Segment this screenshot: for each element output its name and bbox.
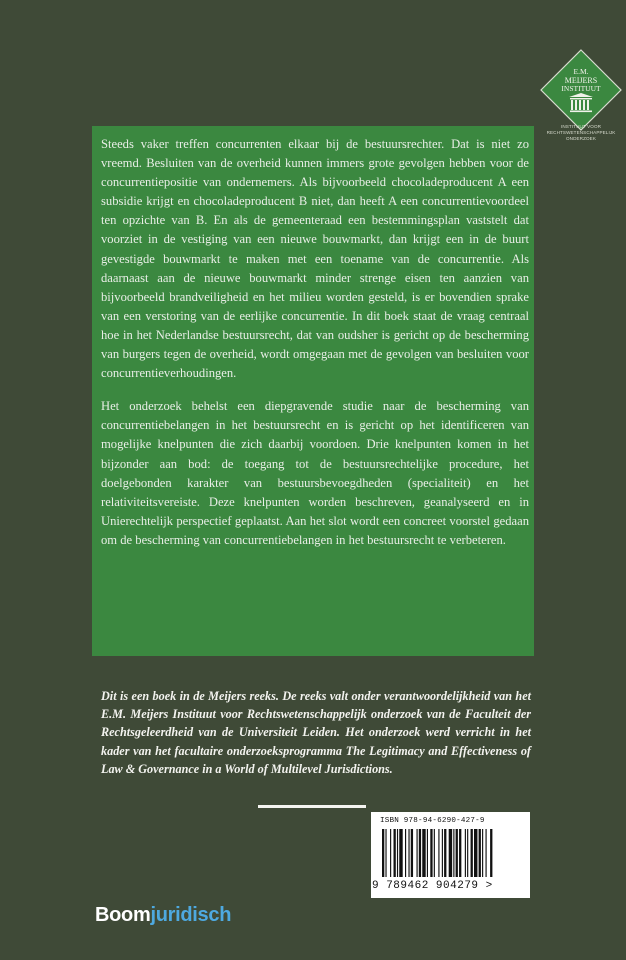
- series-note: Dit is een boek in de Meijers reeks. De reeks valt onder verantwoordelijkheid van het E.M. Meijers Instituut voor Rechtswetenschappelijk onderzoek van de Faculteit der Rechtsgeleerdheid van de Universiteit Leiden. Het onderzoek werd verricht in het kader van het facultaire onderzoeksprogramma The Legitimacy and Effectiveness of Law & Governance in a World of Multilevel Jurisdictions.: [101, 689, 531, 776]
- barcode-bar: [399, 829, 402, 877]
- barcode-bar: [459, 829, 461, 877]
- barcode-bar: [430, 829, 432, 877]
- logo-caption-line: INSTITUUT VOOR: [560, 124, 602, 129]
- barcode-bar: [408, 829, 409, 877]
- barcode-bar: [444, 829, 446, 877]
- isbn-label: ISBN 978-94-6290-427-9: [380, 817, 485, 825]
- barcode-bar: [474, 829, 477, 877]
- publisher-logo: [95, 904, 231, 927]
- meijers-institute-logo: [539, 48, 623, 132]
- barcode-bar: [419, 829, 421, 877]
- barcode-bar: [482, 829, 483, 877]
- blurb-paragraph-2: Het onderzoek behelst een diepgravende studie naar de bescherming van concurrentiebelangen in het bestuursrecht en is gericht op het identificeren van mogelijke knelpunten die zich daarbij voordoen. Drie knelpunten komen in het bijzonder aan bod: de toegang tot de bestuursrechtelijke procedure, het doelgebonden karakter van bestuursbevoegdheden (specialiteit) en het relativiteitsvereiste. Deze knelpunten worden beschreven, geanalyseerd en in Unierechtelijk perspectief geplaatst. Aan het slot wordt een concreet voorstel gedaan om de bescherming van concurrentiebelangen in het bestuursrecht te verbeteren.: [101, 399, 529, 547]
- barcode-bar: [385, 829, 386, 877]
- barcode-bar: [434, 829, 435, 877]
- blurb-text: [101, 135, 529, 564]
- barcode-bar: [465, 829, 466, 877]
- barcode-bar: [411, 829, 413, 877]
- logo-caption-line: RECHTSWETENSCHAPPELIJK: [546, 130, 616, 135]
- barcode-bar: [390, 829, 391, 877]
- barcode-bar: [479, 829, 481, 877]
- barcode-icon: [380, 829, 524, 881]
- publisher-name-part-2: juridisch: [150, 904, 232, 926]
- barcode-bar: [438, 829, 439, 877]
- barcode-bar: [405, 829, 406, 877]
- barcode-bar: [486, 829, 487, 877]
- barcode-bar: [427, 829, 428, 877]
- publisher-name-part-1: Boom: [95, 904, 151, 926]
- barcode-bar: [449, 829, 452, 877]
- barcode-bar: [382, 829, 384, 877]
- barcode-bar: [471, 829, 473, 877]
- logo-line-1: E.M.: [573, 67, 589, 76]
- barcode-bar: [422, 829, 425, 877]
- barcode-bar: [417, 829, 418, 877]
- barcode-bar: [467, 829, 468, 877]
- barcode-bar: [456, 829, 458, 877]
- blurb-paragraph-1: Steeds vaker treffen concurrenten elkaar bij de bestuursrechter. Dat is niet zo vreemd. Besluiten van de overheid kunnen immers grote gevolgen hebben voor de concurrentiepositie van ondernemers. Als bijvoorbeeld chocoladeproducent A een subsidie krijgt en chocoladeproducent B niet, dan heeft A een concurrentievoordeel ten opzichte van B. En als de gemeenteraad een bestemmingsplan vaststelt dat voorziet in de vestiging van een nieuwe bouwmarkt, dan krijgt een in de buurt gevestigde bouwmarkt te maken met een toename van de concurrentie. Als daarnaast aan de nieuwe bouwmarkt minder strenge eisen ten aanzien van bijvoorbeeld brandveiligheid en het milieu worden gesteld, is er bovendien sprake van een verstoring van de eerlijke concurrentie. In dit boek staat de vraag centraal hoe in het Nederlandse bestuursrecht, dat van oudsher is gericht op de bescherming van burgers tegen de overheid, wordt omgegaan met de gevolgen van besluiten voor concurrentieverhoudingen.: [101, 137, 529, 381]
- divider: [258, 805, 366, 808]
- barcode-bar: [490, 829, 492, 877]
- logo-caption: [539, 124, 623, 142]
- logo-line-2: MEIJERS: [564, 76, 598, 85]
- logo-caption-line: ONDERZOEK: [566, 136, 596, 141]
- barcode-digits: 9 789462 904279 >: [372, 880, 493, 892]
- barcode-bar: [453, 829, 454, 877]
- logo-line-3: INSTITUUT: [561, 84, 601, 93]
- barcode-bar: [394, 829, 396, 877]
- barcode-bar: [442, 829, 443, 877]
- barcode-bar: [397, 829, 398, 877]
